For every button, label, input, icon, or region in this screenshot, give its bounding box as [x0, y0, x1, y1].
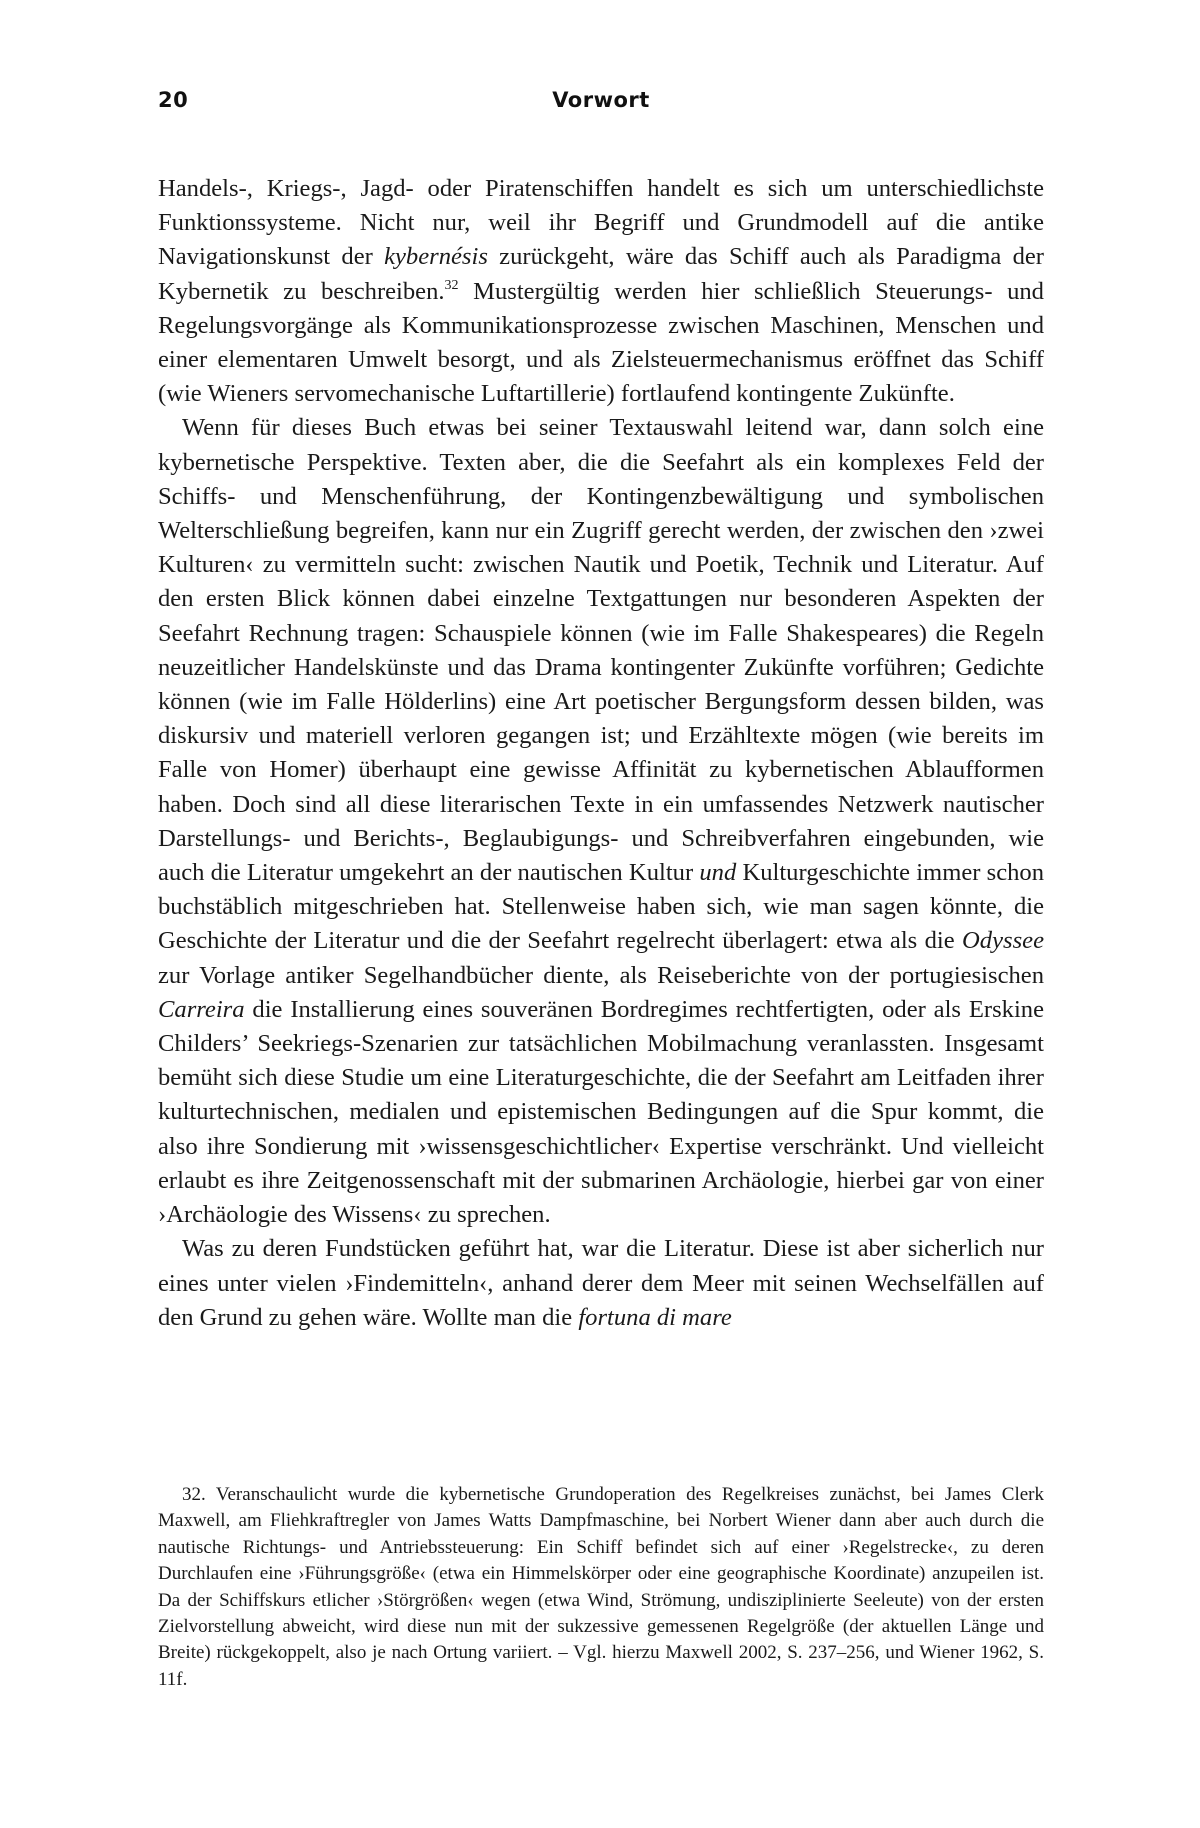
paragraph-3-text-a: Was zu deren Fundstücken geführt hat, war die Literatur. Diese ist aber sicherlich nur eines unter vielen ›Findemitteln‹, anhand derer dem Meer mit seinen Wechselfällen auf den Grund zu gehen wäre. Wollte man die — [158, 1235, 1044, 1331]
body-text — [158, 172, 1044, 1335]
paragraph-1-text-d: Mustergültig werden hier schließlich Steuerungs- und Regelungsvorgänge als Kommunikationsprozesse zwischen Maschinen, Menschen und einer elementaren Umwelt besorgt, und als Zielsteuermechanismus eröffnet das Schiff (wie Wieners servomechanische Luftartillerie) fortlaufend kontingente Zukünfte. — [158, 277, 1044, 408]
paragraph-2-italic-odyssee: Odyssee — [962, 927, 1044, 955]
book-page — [158, 88, 1045, 1690]
footnote-reference-32: 32 — [444, 277, 459, 293]
paragraph-1-italic-kybernesis: kybernésis — [384, 243, 488, 271]
paragraph-2 — [158, 411, 1044, 1232]
footnote-32: 32. Veranschaulicht wurde die kybernetische Grundoperation des Regelkreises zunächst, bei James Clerk Maxwell, am Fliehkraftregler von James Watts Dampfmaschine, bei Norbert Wiener dann aber auch durch die nautische Richtungs- und Antriebssteuerung: Ein Schiff befindet sich auf einer ›Regelstrecke‹, zu deren Durchlaufen eine ›Führungsgröße‹ (etwa ein Himmelskörper oder eine geographische Koordinate) anzupeilen ist. Da der Schiffskurs etlicher ›Störgrößen‹ wegen (etwa Wind, Strömung, undisziplinierte Seeleute) von der ersten Zielvorstellung abweicht, wird diese nun mit der sukzessive gemessenen Regelgröße (der aktuellen Länge und Breite) rückgekoppelt, also je nach Ortung variiert. – Vgl. hierzu Maxwell 2002, S. 237–256, und Wiener 1962, S. 11f. — [158, 1484, 1044, 1690]
paragraph-1-text-c: zurückgeht, wäre das Schiff auch als Paradigma der Kybernetik zu beschreiben. — [158, 243, 1044, 305]
running-title: Vorwort — [552, 88, 650, 112]
paragraph-1-text-a: Handels-, Kriegs-, Jagd- oder Piratenschiffen handelt es sich um unterschiedlichste Funktionssysteme. Nicht nur, weil ihr Begriff und Grundmodell auf die antike Navigationskunst der — [158, 175, 1044, 271]
paragraph-2-text-g: die Installierung eines souveränen Bordregimes rechtfertigten, oder als Erskine Childers’ Seekriegs-Szenarien zur tatsächlichen Mobilmachung veranlassten. Insgesamt bemüht sich diese Studie um eine Literaturgeschichte, die der Seefahrt am Leitfaden ihrer kulturtechnischen, medialen und epistemischen Bedingungen auf die Spur kommt, die also ihre Sondierung mit ›wissensgeschichtlicher‹ Expertise verschränkt. Und vielleicht erlaubt es ihre Zeitgenossenschaft mit der submarinen Archäologie, hierbei gar von einer ›Archäologie des Wissens‹ zu sprechen. — [158, 995, 1044, 1229]
paragraph-2-text-a: Wenn für dieses Buch etwas bei seiner Textauswahl leitend war, dann solch eine kybernetische Perspektive. Texten aber, die die Seefahrt als ein komplexes Feld der Schiffs- und Menschenführung, der Kontingenzbewältigung und symbolischen Welterschließung begreifen, kann nur ein Zugriff gerecht werden, der zwischen den ›zwei Kulturen‹ zu vermitteln sucht: zwischen Nautik und Poetik, Technik und Literatur. Auf den ersten Blick können dabei einzelne Textgattungen nur besonderen Aspekten der Seefahrt Rechnung tragen: Schauspiele können (wie im Falle Shakespeares) die Regeln neuzeitlicher Handelskünste und das Drama kontingenter Zukünfte vorführen; Gedichte können (wie im Falle Hölderlins) eine Art poetischer Bergungsform dessen bilden, was diskursiv und materiell verloren gegangen ist; und Erzähltexte mögen (wie bereits im Falle von Homer) überhaupt eine gewisse Affinität zu kybernetischen Ablaufformen haben. Doch sind all diese literarischen Texte in ein umfassendes Netzwerk nautischer Darstellungs- und Berichts-, Beglaubigungs- und Schreibverfahren eingebunden, wie auch die Literatur umgekehrt an der nautischen Kultur — [158, 414, 1044, 887]
paragraph-1 — [158, 172, 1044, 411]
paragraph-2-text-c: Kulturgeschichte immer schon buchstäblich mitgeschrieben hat. Stellenweise haben sich, wie man sagen könnte, die Geschichte der Literatur und die der Seefahrt regelrecht überlagert: etwa als die — [158, 859, 1045, 955]
paragraph-3-italic-fortuna-di-mare: fortuna di mare — [578, 1303, 732, 1331]
page-number: 20 — [158, 88, 189, 112]
paragraph-2-text-e: zur Vorlage antiker Segelhandbücher diente, als Reiseberichte von der portugiesischen — [158, 961, 1044, 989]
footnote-area — [158, 1482, 1044, 1693]
paragraph-2-italic-und: und — [699, 859, 737, 887]
paragraph-3 — [158, 1232, 1044, 1335]
paragraph-2-italic-carreira: Carreira — [158, 995, 245, 1023]
running-head — [158, 88, 1044, 122]
